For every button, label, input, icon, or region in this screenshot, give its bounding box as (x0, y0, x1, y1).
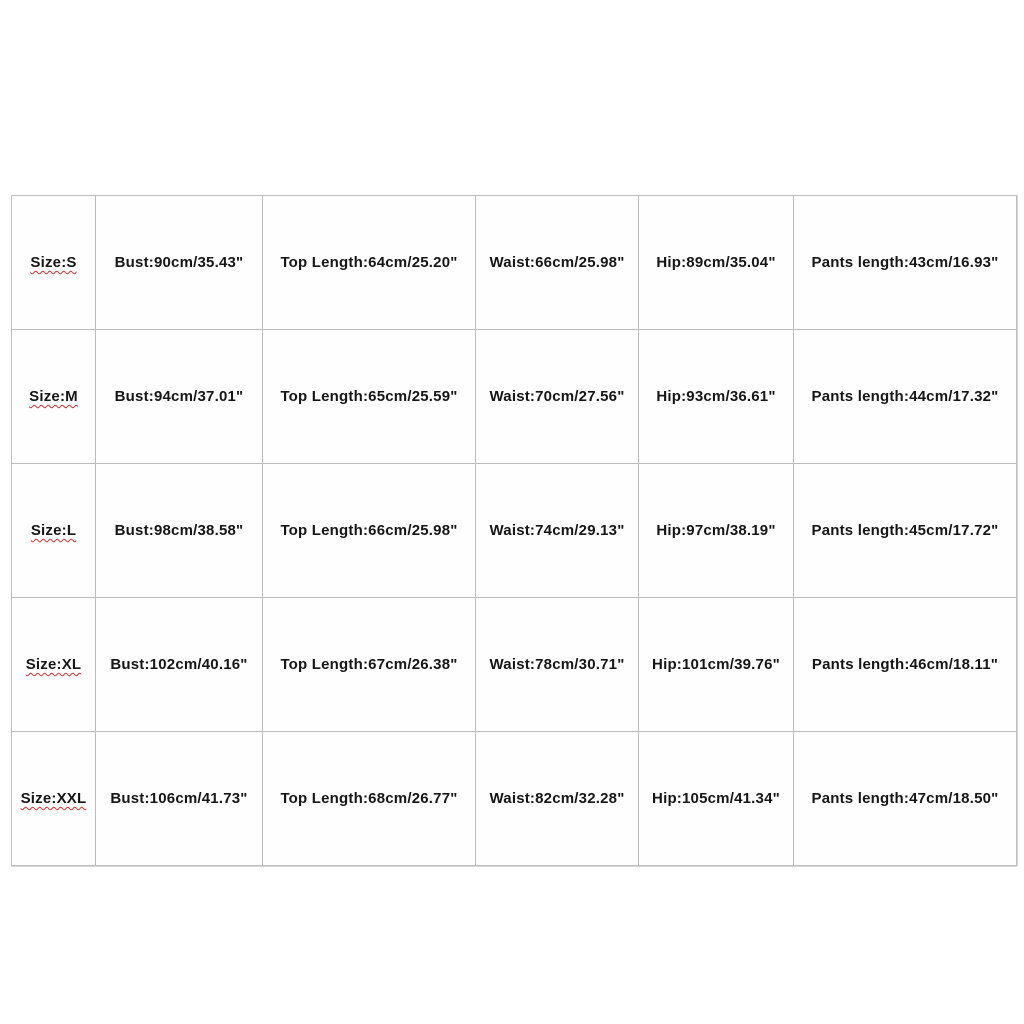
top-length-cell: Top Length:64cm/25.20" (263, 196, 476, 330)
size-label-cell (12, 598, 96, 732)
waist-cell: Waist:70cm/27.56" (476, 330, 639, 464)
size-label-cell (12, 464, 96, 598)
top-length-cell: Top Length:65cm/25.59" (263, 330, 476, 464)
table-row-size-xl (12, 598, 1017, 732)
pants-length-cell: Pants length:44cm/17.32" (794, 330, 1017, 464)
bust-cell: Bust:98cm/38.58" (96, 464, 263, 598)
table-row-size-m (12, 330, 1017, 464)
size-label-cell (12, 732, 96, 866)
pants-length-cell: Pants length:47cm/18.50" (794, 732, 1017, 866)
waist-cell: Waist:74cm/29.13" (476, 464, 639, 598)
hip-cell: Hip:93cm/36.61" (639, 330, 794, 464)
pants-length-cell: Pants length:46cm/18.11" (794, 598, 1017, 732)
size-label: Size:S (30, 254, 77, 271)
size-label: Size:L (30, 522, 77, 539)
pants-length-cell: Pants length:45cm/17.72" (794, 464, 1017, 598)
bust-cell: Bust:102cm/40.16" (96, 598, 263, 732)
bust-cell: Bust:94cm/37.01" (96, 330, 263, 464)
hip-cell: Hip:105cm/41.34" (639, 732, 794, 866)
hip-cell: Hip:89cm/35.04" (639, 196, 794, 330)
table-row-size-l (12, 464, 1017, 598)
bust-cell: Bust:90cm/35.43" (96, 196, 263, 330)
table-row-size-xxl (12, 732, 1017, 866)
table-row-size-s (12, 196, 1017, 330)
hip-cell: Hip:97cm/38.19" (639, 464, 794, 598)
pants-length-cell: Pants length:43cm/16.93" (794, 196, 1017, 330)
size-label: Size:M (29, 388, 78, 405)
hip-cell: Hip:101cm/39.76" (639, 598, 794, 732)
size-label-cell (12, 196, 96, 330)
bust-cell: Bust:106cm/41.73" (96, 732, 263, 866)
top-length-cell: Top Length:66cm/25.98" (263, 464, 476, 598)
waist-cell: Waist:82cm/32.28" (476, 732, 639, 866)
top-length-cell: Top Length:68cm/26.77" (263, 732, 476, 866)
waist-cell: Waist:78cm/30.71" (476, 598, 639, 732)
top-length-cell: Top Length:67cm/26.38" (263, 598, 476, 732)
size-label: Size:XXL (20, 790, 87, 807)
size-chart-table (11, 195, 1017, 866)
size-label: Size:XL (25, 656, 82, 673)
waist-cell: Waist:66cm/25.98" (476, 196, 639, 330)
size-label-cell (12, 330, 96, 464)
